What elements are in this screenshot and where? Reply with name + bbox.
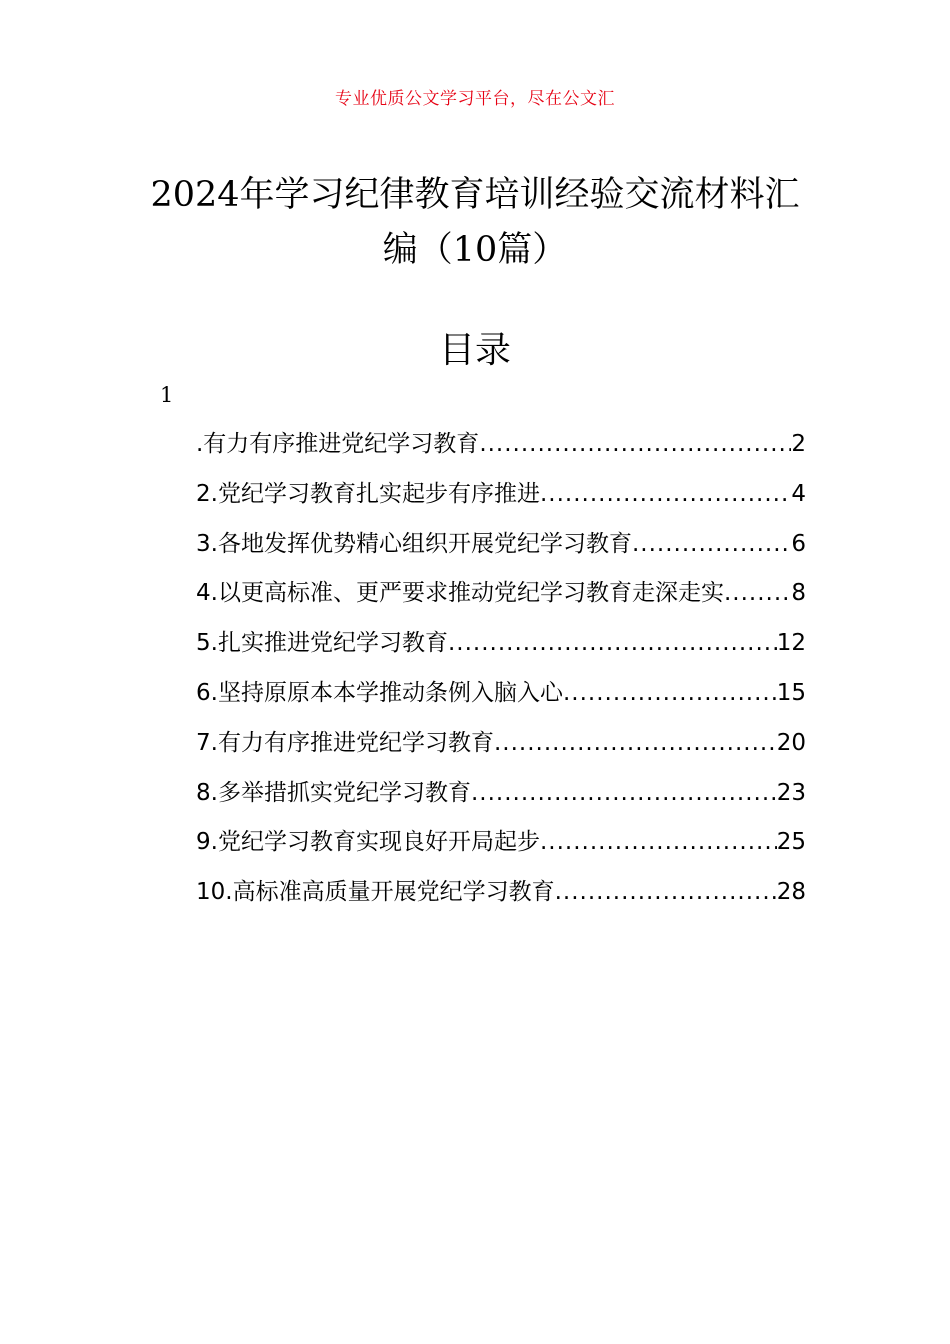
toc-dot-leader [448,619,777,669]
toc-dot-leader [494,719,777,769]
stray-number: 1 [160,383,174,407]
toc-entry-page: 2 [791,431,806,457]
toc-dot-leader [479,420,791,470]
toc-entry-page: 12 [776,630,806,657]
toc-entry[interactable] [196,470,806,520]
toc-entry[interactable] [196,769,806,819]
toc-entry[interactable] [196,818,806,868]
toc-heading: 目录 [438,330,511,371]
toc-list [196,420,806,918]
toc-dot-leader [471,769,777,819]
toc-entry-page: 25 [776,829,806,856]
toc-entry-page: 15 [776,679,806,706]
toc-entry-title: 9.党纪学习教育实现良好开局起步 [196,829,540,856]
toc-entry-title: 4.以更高标准、更严要求推动党纪学习教育走深走实 [196,580,724,607]
toc-entry-title: 3.各地发挥优势精心组织开展党纪学习教育 [196,530,632,557]
document-title: 2024年学习纪律教育培训经验交流材料汇编（10篇） [150,175,800,270]
toc-entry-title: .有力有序推进党纪学习教育 [196,431,480,457]
toc-dot-leader [563,669,777,719]
toc-entry[interactable] [196,619,806,669]
toc-entry-page: 6 [791,530,806,557]
toc-entry-title: 10.高标准高质量开展党纪学习教育 [196,879,555,906]
toc-entry[interactable] [196,719,806,769]
header-banner: 专业优质公文学习平台，尽在公文汇 [335,89,615,109]
toc-entry-page: 28 [776,879,806,906]
toc-entry-page: 23 [776,779,806,806]
toc-dot-leader [540,470,791,520]
toc-dot-leader [724,569,791,619]
toc-entry[interactable] [196,520,806,570]
toc-entry-page: 20 [776,729,806,756]
toc-entry-title: 2.党纪学习教育扎实起步有序推进 [196,480,540,507]
toc-entry-title: 5.扎实推进党纪学习教育 [196,630,448,657]
toc-entry-title: 8.多举措抓实党纪学习教育 [196,779,471,806]
toc-dot-leader [632,520,791,570]
toc-entry-title: 7.有力有序推进党纪学习教育 [196,729,494,756]
toc-entry-title: 6.坚持原原本本学推动条例入脑入心 [196,679,563,706]
toc-entry-page: 8 [791,580,806,607]
toc-entry-page: 4 [791,480,806,507]
toc-entry[interactable] [196,420,806,470]
toc-entry[interactable] [196,868,806,918]
toc-entry[interactable] [196,669,806,719]
toc-dot-leader [555,868,777,918]
toc-dot-leader [540,818,777,868]
toc-entry[interactable] [196,569,806,619]
